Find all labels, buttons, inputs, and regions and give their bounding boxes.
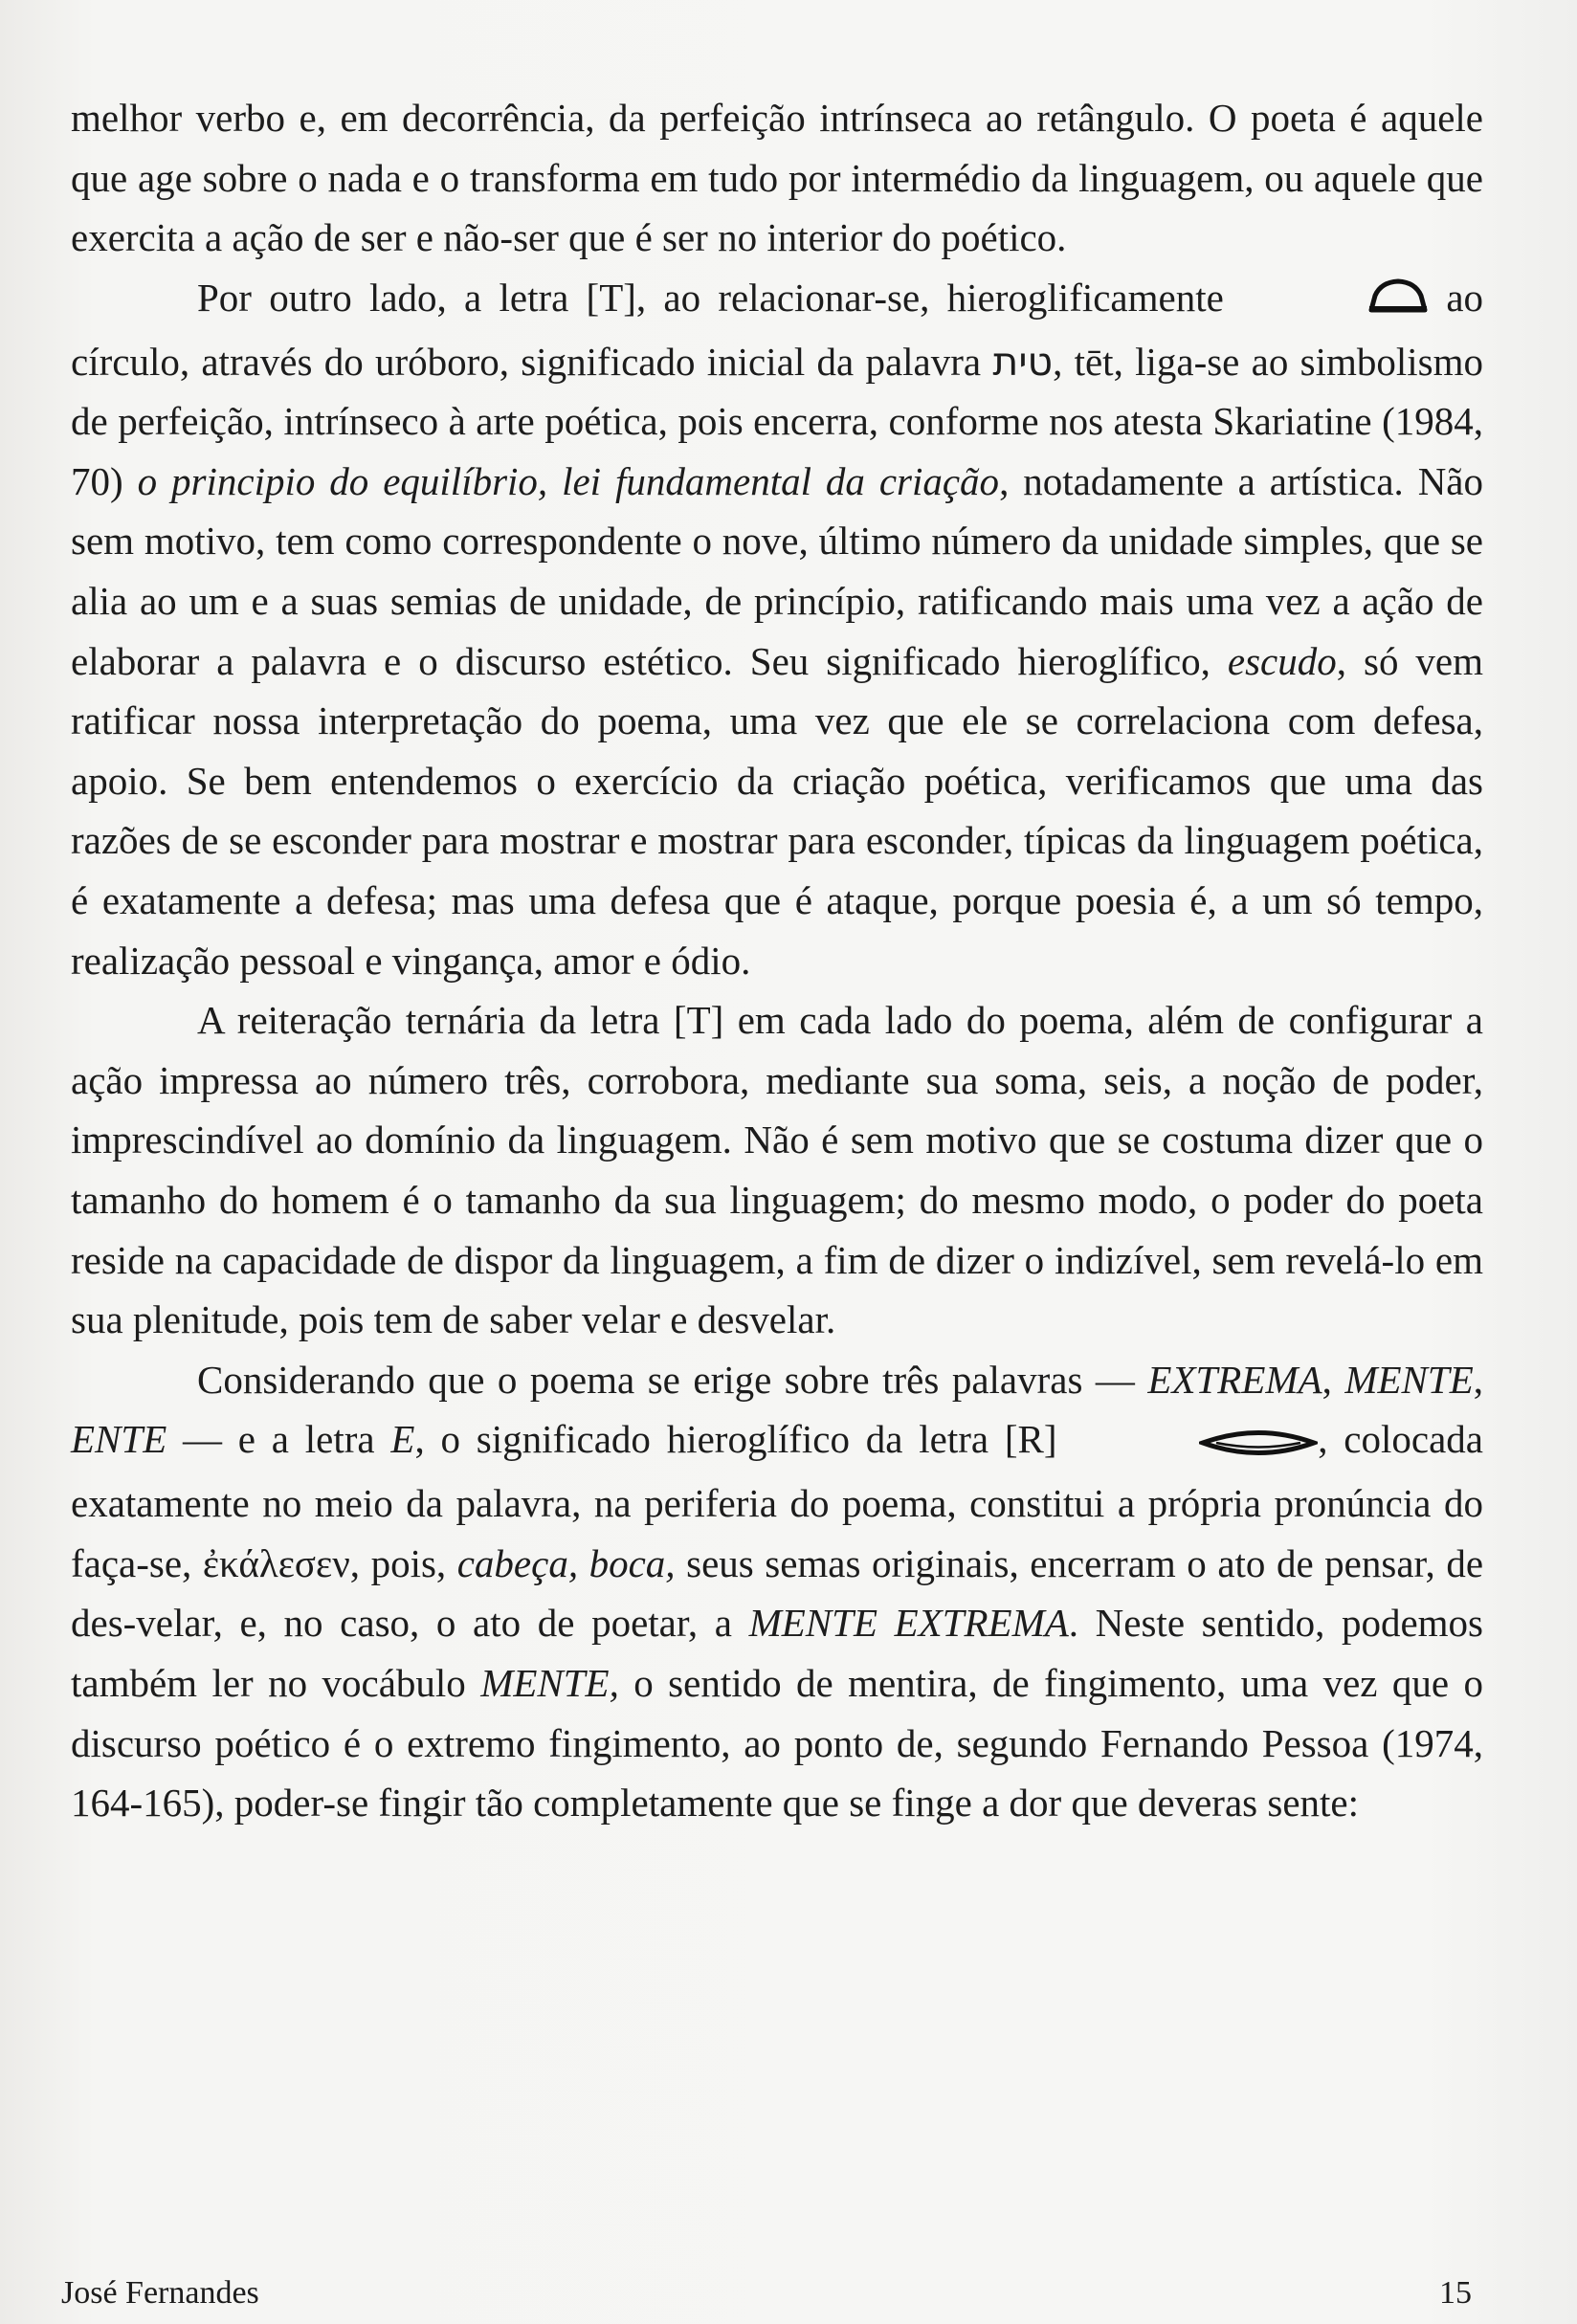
paragraph-1: melhor verbo e, em decorrência, da perfeição intrínseca ao retângulo. O poeta é aquele que age sobre o nada e o transforma em tudo por intermédio da linguagem, ou aquele que exercita a ação de ser e não-ser que é ser no interior do poético.	[71, 96, 1483, 260]
paragraph-3: A reiteração ternária da letra [T] em cada lado do poema, além de configurar a ação impressa ao número três, corrobora, mediante sua soma, seis, a noção de poder, imprescindível ao domínio da linguagem. Não é sem motivo que se costuma dizer que o tamanho do homem é o tamanho da sua linguagem; do mesmo modo, o poder do poeta reside na capacidade de dispor da linguagem, a fim de dizer o indizível, sem revelá-lo em sua plenitude, pois tem de saber velar e desvelar.	[71, 998, 1483, 1342]
page-number: 15	[1439, 2275, 1472, 2311]
body-text	[71, 88, 1483, 1833]
hieroglyph-loaf-icon	[1241, 272, 1429, 332]
hebrew-word: טית	[992, 338, 1054, 385]
footer-author: José Fernandes	[61, 2275, 259, 2311]
skariatine-quote: o principio do equilíbrio, lei fundamental da criação	[137, 458, 1000, 503]
paragraph-4: Considerando que o poema se erige sobre três palavras — EXTREMA, MENTE, ENTE — e a letra E, o significado hieroglífico da letra [R] , colocada exatamente no meio da palavra, na periferia do poema, constitui a própria pronúncia do faça-se, ἐκάλεσεν, pois, cabeça, boca, seus semas originais, encerram o ato de pensar, de des-velar, e, no caso, o ato de poetar, a MENTE EXTREMA. Neste sentido, podemos também ler no vocábulo MENTE, o sentido de mentira, de fingimento, uma vez que o discurso poético é o extremo fingimento, ao ponto de, segundo Fernando Pessoa (1974, 164-165), poder-se fingir tão completamente que se finge a dor que deveras sente:	[71, 1357, 1484, 1826]
hieroglyph-mouth-icon	[1073, 1414, 1318, 1474]
paragraph-2: Por outro lado, a letra [T], ao relacionar-se, hieroglificamente ao círculo, através do uróboro, significado inicial da palavra טית, tēt, liga-se ao simbolismo de perfeição, intrínseco à arte poética, pois encerra, conforme nos atesta Skariatine (1984, 70) o principio do equilíbrio, lei fundamental da criação, notadamente a artística. Não sem motivo, tem como correspondente o nove, último número da unidade simples, que se alia ao um e a suas semias de unidade, de princípio, ratificando mais uma vez a ação de elaborar a palavra e o discurso estético. Seu significado hieroglífico, escudo, só vem ratificar nossa interpretação do poema, uma vez que ele se correlaciona com defesa, apoio. Se bem entendemos o exercício da criação poética, verificamos que uma das razões de se esconder para mostrar e mostrar para esconder, típicas da linguagem poética, é exatamente a defesa; mas uma defesa que é ataque, porque poesia é, a um só tempo, realização pessoal e vingança, amor e ódio.	[71, 268, 1483, 990]
